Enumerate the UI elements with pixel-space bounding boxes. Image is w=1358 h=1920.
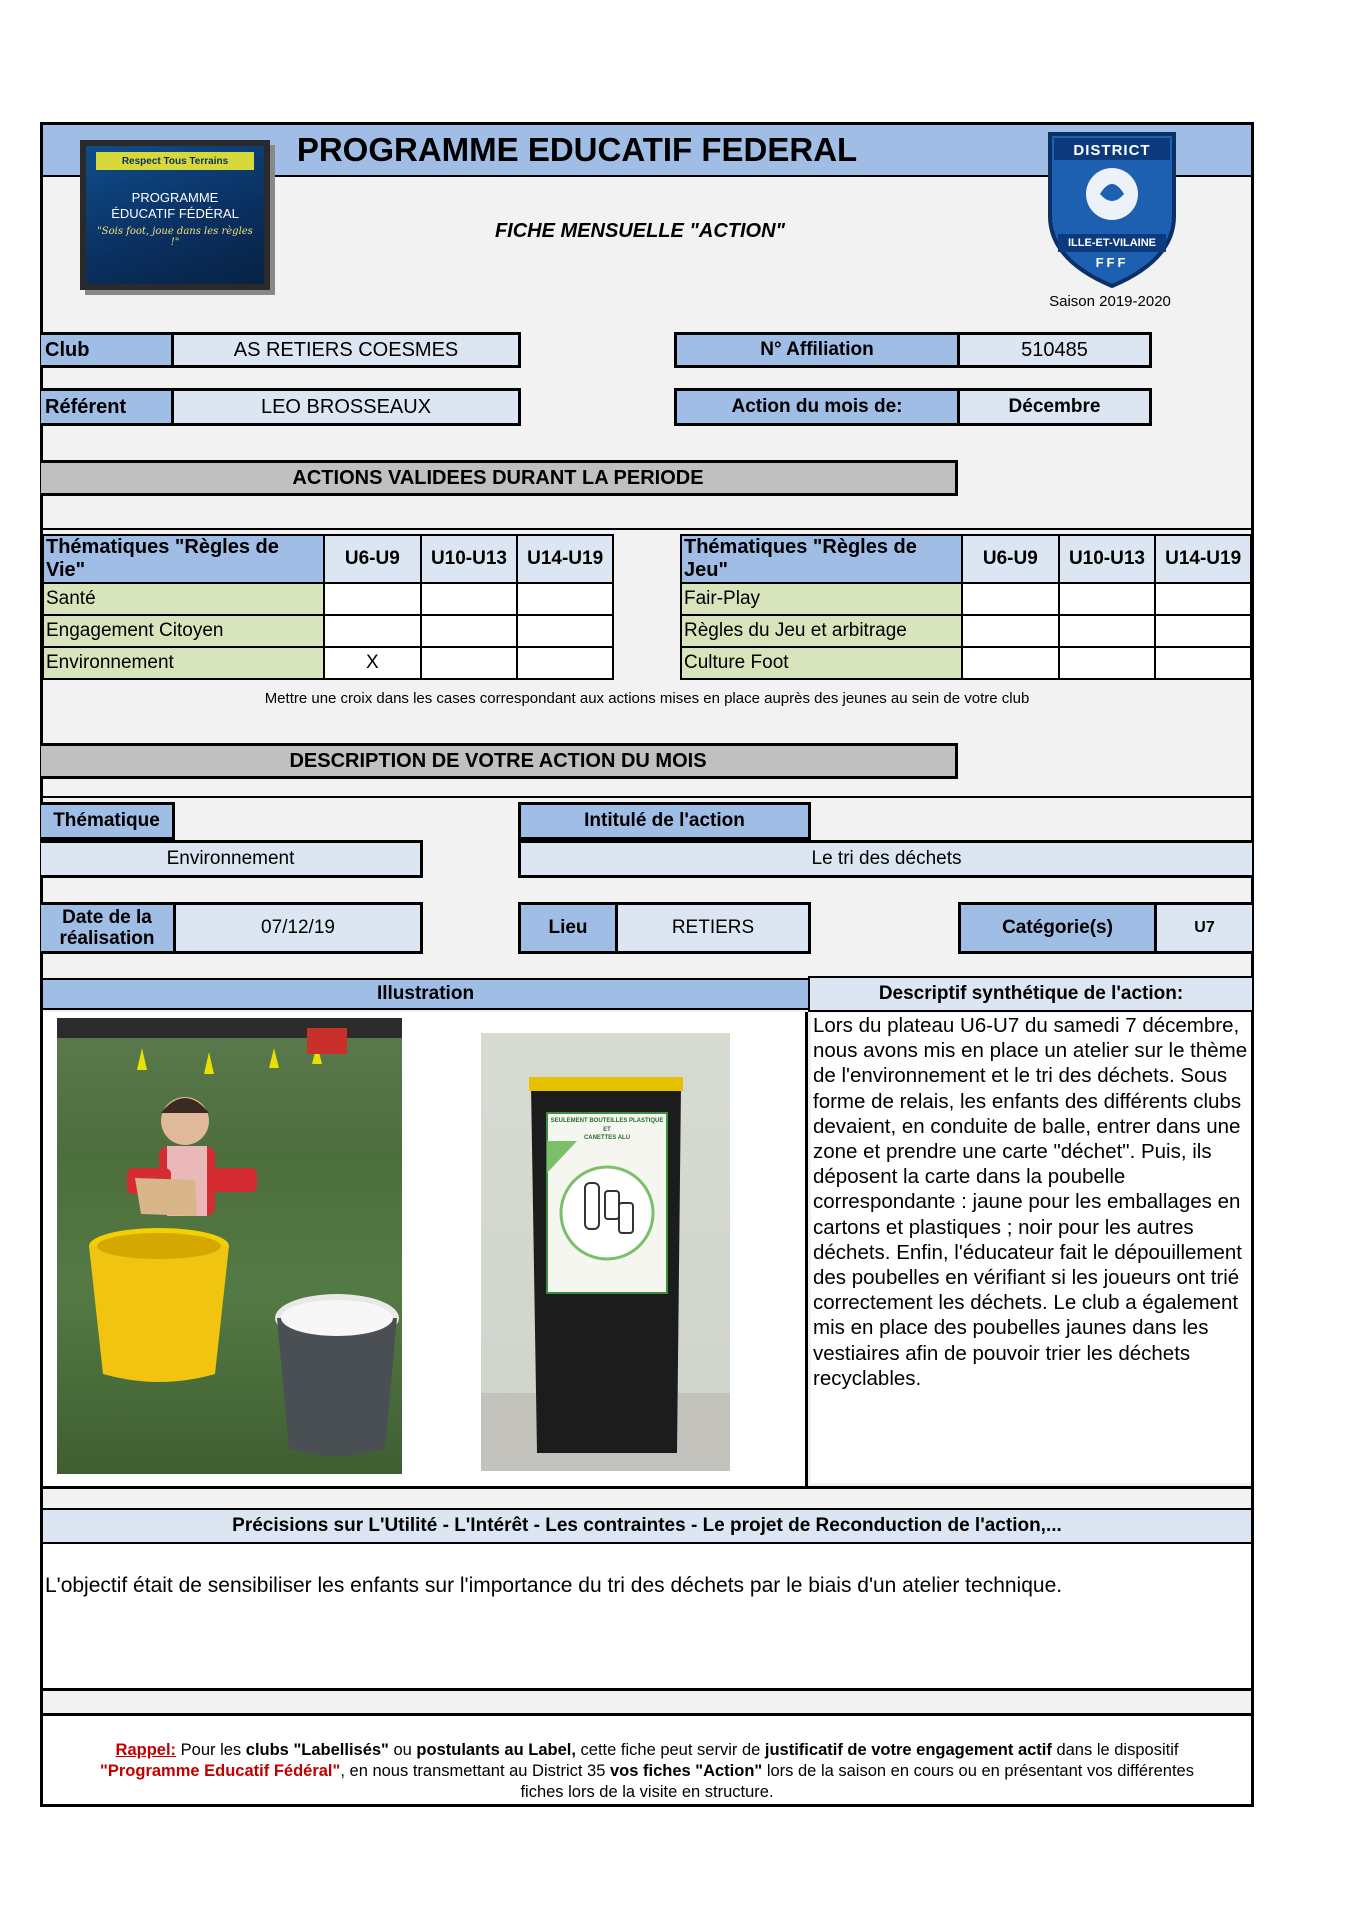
check-cell[interactable] — [1155, 647, 1251, 679]
check-cell[interactable]: X — [324, 647, 421, 679]
bin-scene-icon — [481, 1033, 730, 1471]
referent-field[interactable]: LEO BROSSEAUX — [171, 388, 521, 426]
rappel-block: Rappel: Pour les clubs "Labellisés" ou postulants au Label, cette fiche peut servir de justificatif de votre engagement actif dans le dispositif "Programme Educatif Fédéral", en nous transmettant au District 35 vos fiches "Action" lors de la saison en cours ou en présentant vos différentes fiches lors de la visite en structure. — [43, 1713, 1251, 1804]
photo-children-sorting — [57, 1018, 402, 1474]
precisions-text: L'objectif était de sensibiliser les enfants sur l'importance du tri des déchets par le biais d'un atelier technique. — [43, 1544, 1251, 1688]
club-label: Club — [41, 332, 173, 368]
thematique-field[interactable]: Environnement — [41, 840, 423, 878]
illustration-label: Illustration — [43, 978, 808, 1010]
check-cell[interactable] — [324, 615, 421, 647]
form-subtitle: FICHE MENSUELLE "ACTION" — [494, 219, 786, 242]
col-u14-u19: U14-U19 — [1155, 535, 1251, 583]
check-cell[interactable] — [962, 583, 1059, 615]
theme-regles-jeu: Règles du Jeu et arbitrage — [681, 615, 962, 647]
season-label: Saison 2019-2020 — [1049, 292, 1171, 310]
precisions-heading: Précisions sur L'Utilité - L'Intérêt - Les contraintes - Le projet de Reconduction de l'action,... — [43, 1508, 1251, 1544]
life-rules-header: Thématiques "Règles de Vie" — [43, 535, 324, 583]
check-cell[interactable] — [421, 647, 518, 679]
descriptif-label: Descriptif synthétique de l'action: — [808, 976, 1252, 1012]
check-cell[interactable] — [962, 615, 1059, 647]
intitule-label: Intitulé de l'action — [518, 802, 811, 840]
col-u14-u19: U14-U19 — [517, 535, 613, 583]
table-note: Mettre une croix dans les cases correspondant aux actions mises en place auprès des jeunes au sein de votre club — [264, 689, 1030, 707]
categorie-field[interactable]: U7 — [1154, 902, 1252, 954]
pef-logo: Respect Tous Terrains PROGRAMME ÉDUCATIF FÉDÉRAL "Sois foot, joue dans les règles !" — [80, 140, 270, 290]
lieu-label: Lieu — [518, 902, 618, 954]
check-cell[interactable] — [517, 647, 613, 679]
check-cell[interactable] — [1155, 583, 1251, 615]
date-field[interactable]: 07/12/19 — [173, 902, 423, 954]
club-field[interactable]: AS RETIERS COESMES — [171, 332, 521, 368]
affiliation-label: N° Affiliation — [674, 332, 960, 368]
month-field[interactable]: Décembre — [957, 388, 1152, 426]
col-u6-u9: U6-U9 — [962, 535, 1059, 583]
check-cell[interactable] — [962, 647, 1059, 679]
description-heading: DESCRIPTION DE VOTRE ACTION DU MOIS — [41, 743, 958, 779]
divider — [43, 1486, 1251, 1489]
check-cell[interactable] — [1059, 647, 1156, 679]
check-cell[interactable] — [421, 615, 518, 647]
descriptif-text: Lors du plateau U6-U7 du samedi 7 décembre, nous avons mis en place un atelier sur le thème de l'environnement et le tri des déchets. Sous forme de relais, les enfants des différents clubs devaient, en conduite de balle, entrer dans une zone et prendre une carte "déchet". Puis, ils déposent la carte dans la poubelle correspondante : jaune pour les emballages en cartons et plastiques ; noir pour les autres déchets. Enfin, l'éducateur fait le dépouillement des poubelles en vérifiant si les joueurs ont trié correctement les déchets. Le club a également mis en place des poubelles jaunes dans les vestiaires afin de pouvoir trier les déchets recyclables. — [811, 1013, 1251, 1483]
theme-environnement: Environnement — [43, 647, 324, 679]
intitule-field[interactable]: Le tri des déchets — [518, 840, 1252, 878]
referent-label: Référent — [41, 388, 173, 426]
check-cell[interactable] — [1155, 615, 1251, 647]
rappel-label: Rappel: — [115, 1741, 177, 1759]
affiliation-field[interactable]: 510485 — [957, 332, 1152, 368]
theme-fair-play: Fair-Play — [681, 583, 962, 615]
life-rules-table — [42, 534, 614, 680]
game-rules-header: Thématiques "Règles de Jeu" — [681, 535, 962, 583]
col-u10-u13: U10-U13 — [1059, 535, 1156, 583]
check-cell[interactable] — [517, 583, 613, 615]
lieu-field[interactable]: RETIERS — [615, 902, 811, 954]
photo-scene-icon — [57, 1018, 402, 1474]
check-cell[interactable] — [517, 615, 613, 647]
pef-logo-banner: Respect Tous Terrains — [96, 152, 254, 170]
theme-culture-foot: Culture Foot — [681, 647, 962, 679]
check-cell[interactable] — [1059, 615, 1156, 647]
check-cell[interactable] — [1059, 583, 1156, 615]
divider — [43, 528, 1251, 530]
check-cell[interactable] — [421, 583, 518, 615]
theme-sante: Santé — [43, 583, 324, 615]
date-label: Date de la réalisation — [41, 902, 176, 954]
thematique-label: Thématique — [41, 802, 175, 840]
validated-heading: ACTIONS VALIDEES DURANT LA PERIODE — [41, 460, 958, 496]
month-label: Action du mois de: — [674, 388, 960, 426]
photo-bin-sign: SEULEMENT BOUTEILLES PLASTIQUE ET CANETTES ALU — [481, 1033, 730, 1471]
theme-engagement: Engagement Citoyen — [43, 615, 324, 647]
col-u6-u9: U6-U9 — [324, 535, 421, 583]
categorie-label: Catégorie(s) — [958, 902, 1157, 954]
divider — [43, 796, 1251, 798]
game-rules-table — [680, 534, 1252, 680]
divider — [43, 1688, 1251, 1691]
district-logo: DISTRICT ILLE-ET-VILAINE FFF — [1044, 130, 1180, 290]
col-u10-u13: U10-U13 — [421, 535, 518, 583]
page-title: PROGRAMME EDUCATIF FEDERAL — [43, 125, 1251, 177]
check-cell[interactable] — [324, 583, 421, 615]
